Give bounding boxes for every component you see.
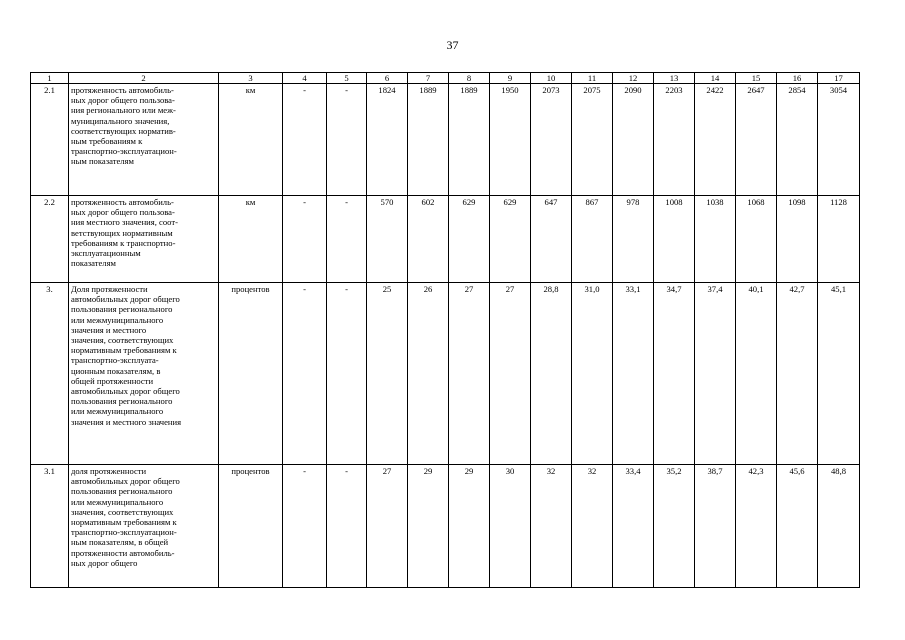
- column-number: 17: [818, 73, 860, 84]
- value-cell: 629: [449, 196, 490, 283]
- indicator-name: Доля протяженности автомобильных дорог общего пользования регионального или межмуниципального значения и местного значения, соответствующих нормативным требованиям к транспортно-эксплуата- ционным показателям, в общей протяженности автомобильных дорог общего пользования регионального или межмуниципального значения и местного значения: [69, 283, 219, 465]
- column-number: 15: [736, 73, 777, 84]
- value-cell: 30: [490, 465, 531, 588]
- column-number: 1: [31, 73, 69, 84]
- value-cell: 867: [572, 196, 613, 283]
- column-number: 3: [219, 73, 283, 84]
- row-number: 2.1: [31, 84, 69, 196]
- unit-cell: процентов: [219, 465, 283, 588]
- value-cell: -: [283, 283, 327, 465]
- value-cell: 29: [408, 465, 449, 588]
- unit-cell: процентов: [219, 283, 283, 465]
- row-number: 2.2: [31, 196, 69, 283]
- value-cell: 2073: [531, 84, 572, 196]
- value-cell: 1889: [408, 84, 449, 196]
- column-number: 9: [490, 73, 531, 84]
- value-cell: -: [283, 465, 327, 588]
- value-cell: 27: [367, 465, 408, 588]
- value-cell: 2090: [613, 84, 654, 196]
- value-cell: 42,3: [736, 465, 777, 588]
- table-row: [31, 283, 860, 465]
- row-number: 3.1: [31, 465, 69, 588]
- value-cell: 1824: [367, 84, 408, 196]
- value-cell: 48,8: [818, 465, 860, 588]
- column-number: 12: [613, 73, 654, 84]
- value-cell: -: [327, 196, 367, 283]
- table-row: [31, 84, 860, 196]
- value-cell: 40,1: [736, 283, 777, 465]
- value-cell: 28,8: [531, 283, 572, 465]
- column-number-row: [31, 73, 860, 84]
- value-cell: 1038: [695, 196, 736, 283]
- indicator-name: протяженность автомобиль- ных дорог общего пользова- ния регионального или меж- муниципального значения, соответствующих норматив- ным требованиям к транспортно-эксплуатацион- ным показателям: [69, 84, 219, 196]
- value-cell: 629: [490, 196, 531, 283]
- value-cell: 37,4: [695, 283, 736, 465]
- indicator-name: протяженность автомобиль- ных дорог общего пользова- ния местного значения, соот- ветствующих нормативным требованиям к транспортно- эксплуатационным показателям: [69, 196, 219, 283]
- value-cell: 1128: [818, 196, 860, 283]
- value-cell: 1950: [490, 84, 531, 196]
- value-cell: 647: [531, 196, 572, 283]
- column-number: 5: [327, 73, 367, 84]
- value-cell: -: [283, 84, 327, 196]
- table-row: [31, 196, 860, 283]
- value-cell: 32: [572, 465, 613, 588]
- indicator-name: доля протяженности автомобильных дорог общего пользования регионального или межмуниципального значения, соответствующих нормативным требованиям к транспортно-эксплуатацион- ным показателям, в общей протяженности автомобиль- ных дорог общего: [69, 465, 219, 588]
- column-number: 11: [572, 73, 613, 84]
- column-number: 6: [367, 73, 408, 84]
- value-cell: 2075: [572, 84, 613, 196]
- column-number: 4: [283, 73, 327, 84]
- value-cell: 2647: [736, 84, 777, 196]
- value-cell: -: [327, 465, 367, 588]
- value-cell: 1008: [654, 196, 695, 283]
- column-number: 14: [695, 73, 736, 84]
- value-cell: 1068: [736, 196, 777, 283]
- value-cell: -: [283, 196, 327, 283]
- value-cell: 1889: [449, 84, 490, 196]
- value-cell: 38,7: [695, 465, 736, 588]
- value-cell: 26: [408, 283, 449, 465]
- value-cell: 570: [367, 196, 408, 283]
- column-number: 8: [449, 73, 490, 84]
- column-number: 16: [777, 73, 818, 84]
- table-row: [31, 465, 860, 588]
- unit-cell: км: [219, 196, 283, 283]
- value-cell: 34,7: [654, 283, 695, 465]
- value-cell: 25: [367, 283, 408, 465]
- value-cell: -: [327, 84, 367, 196]
- value-cell: 27: [449, 283, 490, 465]
- value-cell: 29: [449, 465, 490, 588]
- column-number: 2: [69, 73, 219, 84]
- value-cell: 3054: [818, 84, 860, 196]
- value-cell: -: [327, 283, 367, 465]
- column-number: 13: [654, 73, 695, 84]
- value-cell: 33,4: [613, 465, 654, 588]
- unit-cell: км: [219, 84, 283, 196]
- indicators-table: [30, 72, 860, 588]
- value-cell: 1098: [777, 196, 818, 283]
- value-cell: 45,6: [777, 465, 818, 588]
- value-cell: 602: [408, 196, 449, 283]
- value-cell: 42,7: [777, 283, 818, 465]
- column-number: 7: [408, 73, 449, 84]
- row-number: 3.: [31, 283, 69, 465]
- column-number: 10: [531, 73, 572, 84]
- value-cell: 2203: [654, 84, 695, 196]
- value-cell: 2854: [777, 84, 818, 196]
- value-cell: 2422: [695, 84, 736, 196]
- value-cell: 35,2: [654, 465, 695, 588]
- value-cell: 978: [613, 196, 654, 283]
- value-cell: 27: [490, 283, 531, 465]
- value-cell: 32: [531, 465, 572, 588]
- value-cell: 31,0: [572, 283, 613, 465]
- value-cell: 45,1: [818, 283, 860, 465]
- page-number: 37: [446, 38, 459, 52]
- value-cell: 33,1: [613, 283, 654, 465]
